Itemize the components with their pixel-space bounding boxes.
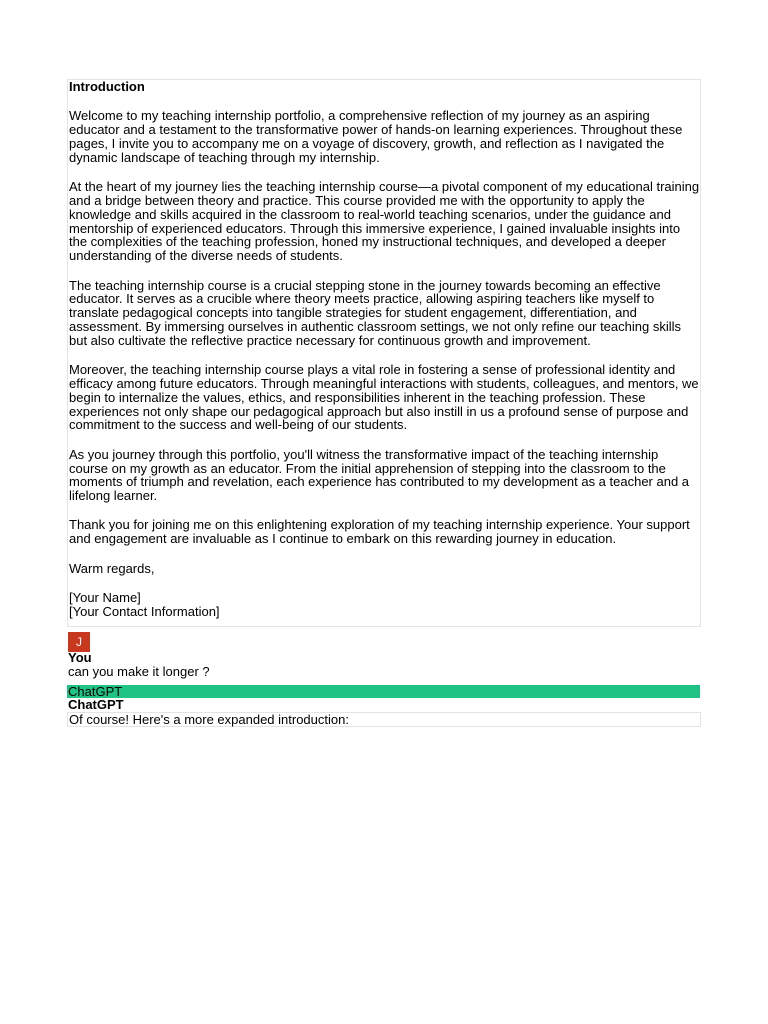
user-message: can you make it longer ? — [68, 664, 210, 679]
intro-paragraph-3: The teaching internship course is a crucial stepping stone in the journey towards becoming an effective educator. It serves as a crucible where theory meets practice, allowing aspiring teachers like myself to translate pedagogical concepts into tangible strategies for student engagement, differentiation, and assessment. By immersing ourselves in authentic classroom settings, we not only refine our teaching skills but also cultivate the reflective practice necessary for continuous growth and improvement. — [69, 277, 681, 348]
signature-contact: [Your Contact Information] — [69, 603, 220, 619]
chatgpt-reply-box — [67, 712, 701, 727]
chatgpt-name-label: ChatGPT — [68, 697, 124, 712]
intro-paragraph-1: Welcome to my teaching internship portfolio, a comprehensive reflection of my journey as an aspiring educator and a testament to the transformative power of hands-on learning experiences. Throughout these pages, I invite you to accompany me on a voyage of discovery, growth, and reflection as I navigated the dynamic landscape of teaching through my internship. — [69, 108, 683, 165]
user-avatar: J — [68, 632, 90, 652]
chatgpt-reply-text: Of course! Here's a more expanded introduction: — [69, 712, 349, 727]
intro-paragraph-6: Thank you for joining me on this enlightening exploration of my teaching internship experience. Your support and engagement are invaluable as I continue to embark on this rewarding journey in education. — [69, 517, 690, 547]
signature-name: [Your Name] — [69, 590, 141, 606]
intro-title: Introduction — [69, 79, 145, 94]
intro-paragraph-5: As you journey through this portfolio, you'll witness the transformative impact of the teaching internship course on my growth as an educator. From the initial apprehension of stepping into the classroom to the moments of triumph and revelation, each experience has contributed to my development as a teacher and a lifelong learner. — [69, 446, 690, 504]
intro-paragraph-4: Moreover, the teaching internship course plays a vital role in fostering a sense of professional identity and efficacy among future educators. Through meaningful interactions with students, colleagues, and mentors, we begin to internalize the values, ethics, and responsibilities inherent in the teaching profession. These experiences not only shape our pedagogical approach but also instill in us a profound sense of purpose and commitment to the success and well-being of our students. — [69, 362, 699, 433]
closing-line: Warm regards, — [69, 560, 155, 576]
user-name-label: You — [68, 650, 92, 665]
intro-paragraph-2: At the heart of my journey lies the teaching internship course—a pivotal component of my educational training and a bridge between theory and practice. This course provided me with the opportunity to apply the knowledge and skills acquired in the classroom to real-world teaching scenarios, under the guidance and mentorship of experienced educators. Through this immersive experience, I gained invaluable insights into the complexities of the teaching profession, honed my instructional techniques, and developed a deeper understanding of the diverse needs of students. — [69, 179, 700, 264]
intro-message-box — [67, 79, 701, 627]
chatgpt-header-bar: ChatGPT — [67, 685, 700, 698]
